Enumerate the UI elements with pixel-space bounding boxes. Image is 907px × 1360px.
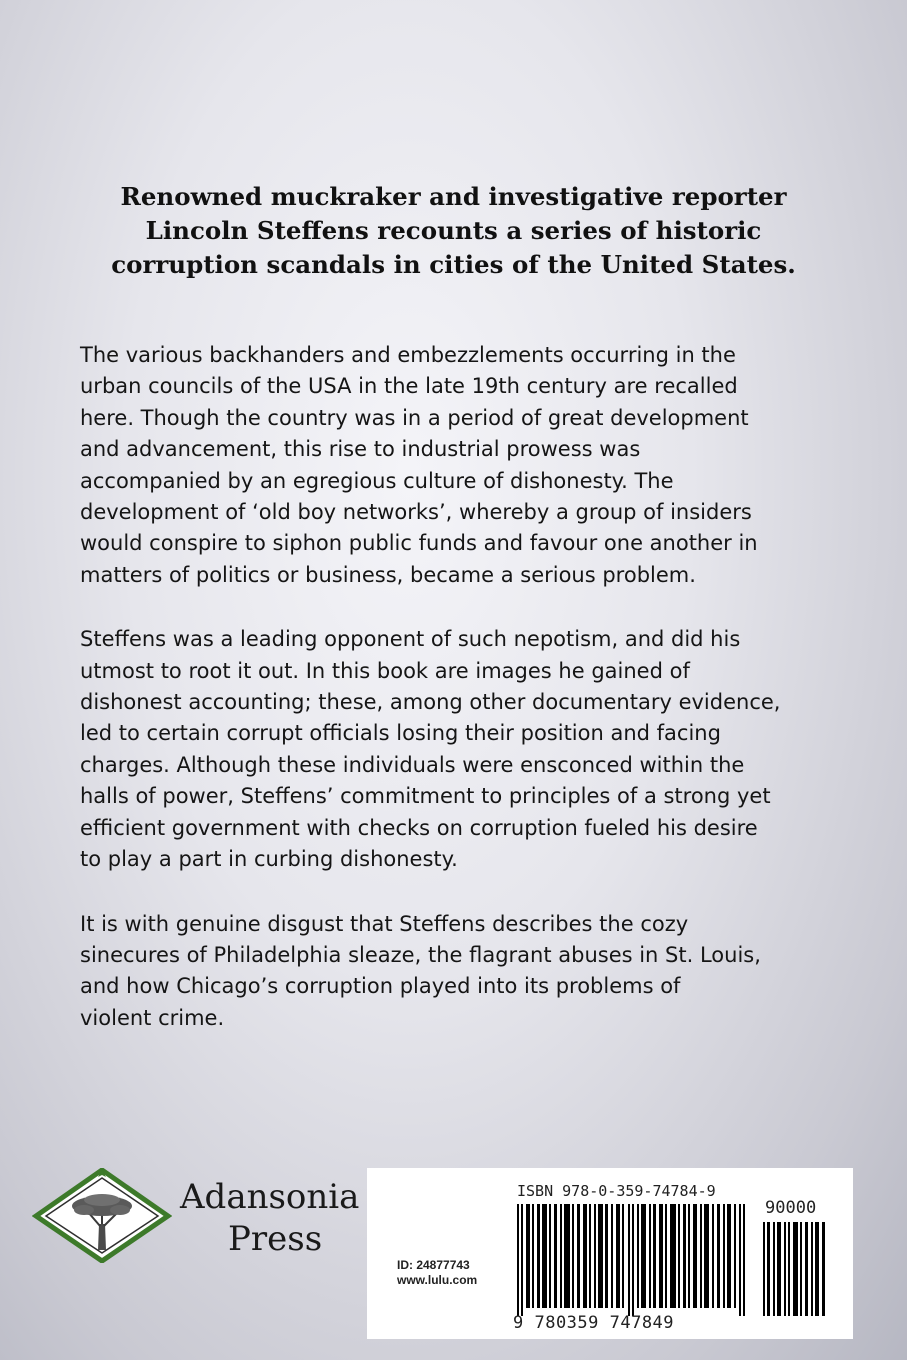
- publisher-name-line: Press: [228, 1219, 323, 1259]
- text-line: here. Though the country was in a period of great development: [80, 405, 749, 430]
- text-line: development of ‘old boy networks’, whereby a group of insiders: [80, 500, 752, 525]
- lulu-id: [397, 1258, 477, 1288]
- text-line: and how Chicago’s corruption played into its problems of: [80, 974, 681, 999]
- tagline-line: Lincoln Steffens recounts a series of historic: [145, 216, 762, 245]
- baobab-tree-diamond-icon: [32, 1168, 172, 1263]
- text-line: dishonest accounting; these, among other documentary evidence,: [80, 690, 781, 715]
- barcode-panel: [367, 1168, 853, 1339]
- description-paragraph-2: [80, 624, 850, 875]
- description: [80, 340, 850, 1067]
- text-line: would conspire to siphon public funds and favour one another in: [80, 531, 758, 556]
- text-line: utmost to root it out. In this book are images he gained of: [80, 658, 690, 683]
- publisher-name-line: Adansonia: [180, 1177, 360, 1217]
- isbn-label: ISBN 978-0-359-74784-9: [517, 1182, 716, 1200]
- price-code: 90000: [765, 1198, 817, 1218]
- description-paragraph-1: [80, 340, 850, 591]
- ean-barcode: [517, 1204, 747, 1316]
- lulu-site: www.lulu.com: [397, 1273, 478, 1287]
- tagline-line: corruption scandals in cities of the United States.: [111, 250, 796, 279]
- text-line: matters of politics or business, became a serious problem.: [80, 562, 696, 587]
- text-line: efficient government with checks on corruption fueled his desire: [80, 815, 758, 840]
- text-line: It is with genuine disgust that Steffens describes the cozy: [80, 911, 689, 936]
- text-line: charges. Although these individuals were ensconced within the: [80, 752, 745, 777]
- text-line: violent crime.: [80, 1005, 225, 1030]
- text-line: halls of power, Steffens’ commitment to principles of a strong yet: [80, 784, 771, 809]
- publisher-name: [180, 1176, 359, 1260]
- text-line: led to certain corrupt officials losing their position and facing: [80, 721, 721, 746]
- addon-barcode: [763, 1222, 827, 1316]
- text-line: sinecures of Philadelphia sleaze, the flagrant abuses in St. Louis,: [80, 942, 761, 967]
- ean-digits: 9 780359 747849: [513, 1313, 675, 1333]
- lulu-id-label: ID: 24877743: [397, 1258, 470, 1272]
- tagline: [60, 180, 847, 282]
- text-line: The various backhanders and embezzlements occurring in the: [80, 343, 736, 367]
- text-line: accompanied by an egregious culture of dishonesty. The: [80, 468, 674, 493]
- text-line: urban councils of the USA in the late 19th century are recalled: [80, 374, 738, 399]
- tagline-line: Renowned muckraker and investigative reporter: [120, 182, 787, 211]
- description-paragraph-3: [80, 909, 850, 1035]
- text-line: Steffens was a leading opponent of such nepotism, and did his: [80, 627, 741, 652]
- text-line: and advancement, this rise to industrial prowess was: [80, 437, 641, 462]
- text-line: to play a part in curbing dishonesty.: [80, 847, 458, 872]
